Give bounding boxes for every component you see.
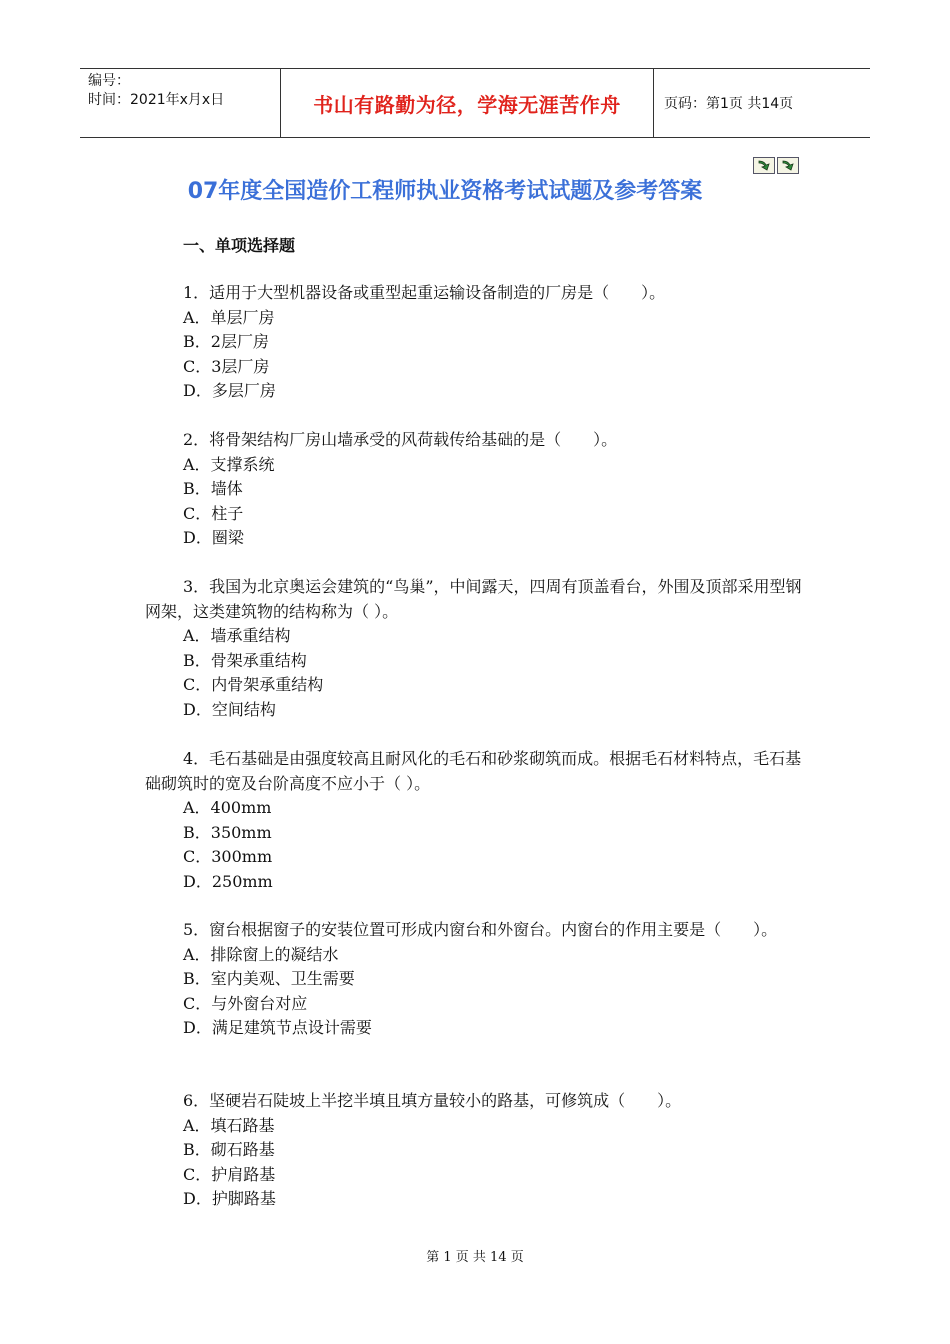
answer-option: D．护脚路基 [183, 1189, 276, 1209]
question-stem: 4．毛石基础是由强度较高且耐风化的毛石和砂浆砌筑而成。根据毛石材料特点，毛石基础砌筑时的宽及台阶高度不应小于（ ）。 [145, 749, 802, 793]
document-date: 时间：2021年x月x日 [88, 92, 225, 108]
answer-option: D．多层厂房 [183, 381, 276, 401]
page-arrow-icon [756, 159, 772, 172]
question-stem: 3．我国为北京奥运会建筑的“鸟巢”，中间露天，四周有顶盖看台，外围及顶部采用型钢网架，这类建筑物的结构称为（ ）。 [145, 577, 802, 621]
answer-option: C．3层厂房 [183, 356, 270, 376]
answer-option: C．柱子 [183, 503, 244, 523]
answer-option: B．墙体 [183, 479, 243, 499]
answer-option: D．空间结构 [183, 699, 276, 719]
question-stem: 6．坚硬岩石陡坡上半挖半填且填方量较小的路基，可修筑成（ ）。 [183, 1091, 682, 1110]
answer-option: A．填石路基 [183, 1115, 275, 1135]
page-arrow-icon [780, 159, 796, 172]
header-meta [80, 69, 281, 137]
question-4 [145, 747, 810, 895]
section-heading: 一、单项选择题 [183, 236, 296, 255]
document-number: 编号： [88, 73, 130, 89]
header-motto: 书山有路勤为径，学海无涯苦作舟 [281, 69, 654, 137]
answer-option: D．250mm [183, 871, 273, 891]
question-3 [145, 575, 810, 723]
answer-option: D．满足建筑节点设计需要 [183, 1018, 372, 1038]
next-page-button[interactable] [777, 157, 799, 174]
answer-option: C．300mm [183, 847, 273, 867]
answer-option: A．单层厂房 [183, 307, 275, 327]
answer-option: A．400mm [183, 798, 272, 818]
page-header [80, 68, 870, 138]
answer-option: D．圈梁 [183, 528, 244, 548]
answer-option: B．骨架承重结构 [183, 650, 307, 670]
answer-option: C．护肩路基 [183, 1164, 276, 1184]
page-footer: 第 1 页 共 14 页 [426, 1250, 524, 1265]
question-2 [145, 428, 810, 551]
question-stem: 5．窗台根据窗子的安装位置可形成内窗台和外窗台。内窗台的作用主要是（ ）。 [183, 920, 778, 939]
answer-option: C．与外窗台对应 [183, 993, 308, 1013]
header-page-number: 页码：第1页 共14页 [664, 96, 794, 112]
previous-page-button[interactable] [753, 157, 775, 174]
question-5 [145, 918, 810, 1041]
answer-option: C．内骨架承重结构 [183, 675, 324, 695]
answer-option: B．室内美观、卫生需要 [183, 969, 355, 989]
question-6 [145, 1089, 810, 1212]
answer-option: A．排除窗上的凝结水 [183, 944, 339, 964]
answer-option: B．2层厂房 [183, 332, 269, 352]
question-stem: 2．将骨架结构厂房山墙承受的风荷载传给基础的是（ ）。 [183, 430, 618, 449]
question-1 [145, 281, 810, 404]
answer-option: B．350mm [183, 822, 272, 842]
answer-option: B．砌石路基 [183, 1140, 275, 1160]
answer-option: A．墙承重结构 [183, 626, 291, 646]
answer-option: A．支撑系统 [183, 454, 275, 474]
question-stem: 1．适用于大型机器设备或重型起重运输设备制造的厂房是（ ）。 [183, 283, 666, 302]
nav-buttons [753, 157, 799, 174]
document-title: 07年度全国造价工程师执业资格考试试题及参考答案 [187, 179, 703, 204]
